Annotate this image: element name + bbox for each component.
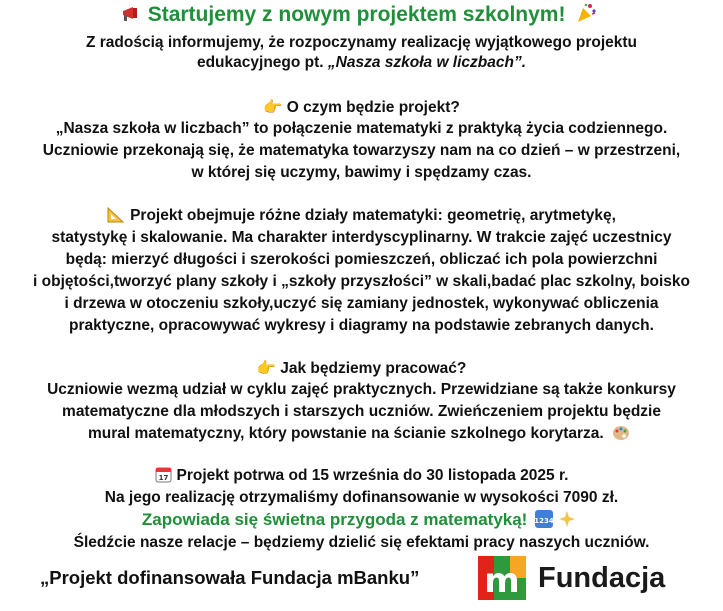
dates-line: 17 Projekt potrwa od 15 września do 30 listopada 2025 r. <box>0 466 723 489</box>
scope-line: i objętości,tworzyć plany szkoły i „szkoły przyszłości” w skali,badać plac szkolny, boisko <box>33 273 690 290</box>
pointing-hand-icon: 👉 <box>263 98 283 116</box>
about-line: Uczniowie przekonają się, że matematyka towarzyszy nam na co dzień – w przestrzeni, <box>42 142 681 159</box>
numbers-icon <box>535 510 553 533</box>
scope-line: statystykę i skalowanie. Ma charakter interdyscyplinarny. W trakcie zajęć uczestnicy <box>51 229 672 246</box>
how-line: Uczniowie wezmą udział w cyklu zajęć praktycznych. Przewidziane są także konkursy <box>47 381 676 398</box>
intro-line-2: edukacyjnego pt. „Nasza szkoła w liczbach”. <box>196 54 527 71</box>
adventure-line: Zapowiada się świetna przygoda z matematyką! 1234 <box>0 510 723 533</box>
about-line: w której się uczymy, bawimy i spędzamy czas. <box>191 164 532 181</box>
scope-line: będą: mierzyć długości i szerokości pomieszczeń, obliczać ich pola powierzchni <box>65 251 658 268</box>
palette-icon <box>612 425 630 447</box>
about-heading: 👉 O czym będzie projekt? <box>263 98 460 116</box>
how-line: matematyczne dla młodszych i starszych uczniów. Zwieńczeniem projektu będzie <box>62 403 661 420</box>
funding-amount-line: Na jego realizację otrzymaliśmy dofinansowanie w wysokości 7090 zł. <box>104 489 619 506</box>
scope-heading: Projekt obejmuje różne działy matematyki: geometrię, arytmetykę, <box>0 206 723 229</box>
follow-line: Śledźcie nasze relacje – będziemy dzielić się efektami pracy naszych uczniów. <box>73 534 650 551</box>
intro-line-1: Z radością informujemy, że rozpoczynamy realizację wyjątkowego projektu <box>86 34 637 51</box>
logo-mark <box>478 556 526 600</box>
sparkles-icon <box>558 510 576 533</box>
calendar-icon <box>155 466 172 489</box>
logo-name: Fundacja <box>538 562 666 594</box>
funding-note: „Projekt dofinansowała Fundacja mBanku” <box>40 567 420 588</box>
scope-line: i drzewa w otoczeniu szkoły,uczyć się zamiany jednostek, wykonywać obliczenia <box>64 295 659 312</box>
triangular-ruler-icon <box>107 207 125 229</box>
party-popper-icon <box>575 2 597 31</box>
about-line: „Nasza szkoła w liczbach” to połączenie matematyki z praktyką życia codziennego. <box>55 120 668 137</box>
project-name: „Nasza szkoła w liczbach”. <box>327 54 527 71</box>
how-line: mural matematyczny, który powstanie na ścianie szkolnego korytarza. <box>0 424 723 447</box>
scope-line: praktyczne, opracowywać wykresy i diagramy na podstawie zebranych danych. <box>69 317 654 334</box>
svg-text:1234: 1234 <box>535 517 554 525</box>
logo-letter: m <box>484 561 520 600</box>
megaphone-icon <box>121 4 143 31</box>
pointing-hand-icon: 👉 <box>256 359 276 377</box>
svg-text:17: 17 <box>158 474 168 482</box>
post-title: Startujemy z nowym projektem szkolnym! <box>0 2 723 31</box>
how-heading: 👉 Jak będziemy pracować? <box>256 359 467 377</box>
